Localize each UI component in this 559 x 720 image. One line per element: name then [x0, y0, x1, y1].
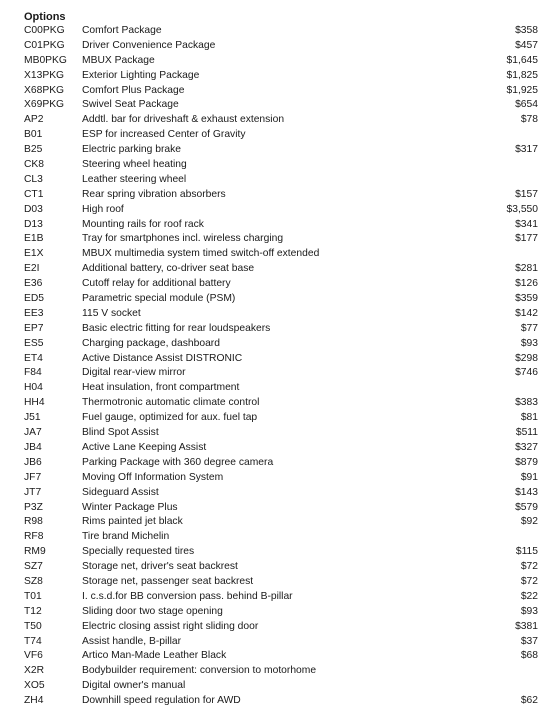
option-code: HH4: [24, 397, 45, 409]
option-description: Comfort Package: [82, 25, 162, 36]
option-row: [24, 635, 538, 650]
option-row: [24, 501, 538, 516]
option-description: Artico Man-Made Leather Black: [82, 650, 227, 662]
option-code: E36: [24, 278, 43, 290]
option-row: [24, 143, 538, 158]
option-price: $68: [520, 650, 538, 662]
option-price: $359: [515, 293, 538, 305]
option-code: EP7: [24, 322, 44, 334]
option-price: $72: [520, 575, 538, 587]
option-code: SZ8: [24, 575, 43, 587]
option-code: JT7: [24, 486, 42, 498]
option-price: $298: [515, 352, 538, 364]
option-price: $341: [515, 218, 538, 230]
option-price: $879: [515, 456, 538, 468]
option-row: [24, 426, 538, 441]
option-row: [24, 664, 538, 679]
option-price: $93: [520, 605, 538, 617]
option-price: $383: [515, 397, 538, 409]
option-code: C01PKG: [24, 39, 65, 51]
option-description: Thermotronic automatic climate control: [82, 397, 260, 409]
option-row: [24, 277, 538, 292]
option-row: [24, 366, 538, 381]
option-row: [24, 679, 538, 694]
option-description: Mounting rails for roof rack: [82, 218, 204, 230]
option-price: $143: [515, 486, 538, 498]
option-description: Storage net, driver's seat backrest: [82, 561, 238, 573]
option-price: $142: [515, 307, 538, 319]
option-description: Active Lane Keeping Assist: [82, 441, 207, 453]
option-description: Cutoff relay for additional battery: [82, 278, 231, 290]
option-description: Digital owner's manual: [82, 680, 186, 692]
option-price: $579: [515, 501, 538, 513]
option-code: T12: [24, 605, 42, 617]
option-row: [24, 84, 538, 99]
option-code: D03: [24, 203, 43, 215]
option-row: [24, 471, 538, 486]
option-code: CL3: [24, 173, 43, 185]
option-code: B01: [24, 129, 43, 141]
option-description: Rims painted jet black: [82, 516, 183, 528]
option-row: [24, 158, 538, 173]
option-price: $511: [515, 427, 538, 439]
option-code: H04: [24, 382, 43, 394]
option-price: $92: [520, 516, 538, 528]
option-description: Tray for smartphones incl. wireless charging: [82, 233, 284, 245]
option-row: [24, 69, 538, 84]
option-row: [24, 173, 538, 188]
options-sheet: [24, 10, 538, 709]
option-code: ES5: [24, 337, 44, 349]
option-description: Rear spring vibration absorbers: [82, 188, 226, 200]
option-row: [24, 441, 538, 456]
option-code: VF6: [24, 650, 43, 662]
option-description: Comfort Plus Package: [82, 84, 185, 96]
option-row: [24, 188, 538, 203]
option-code: F84: [24, 367, 42, 379]
option-code: ET4: [24, 352, 43, 364]
option-description: Active Distance Assist DISTRONIC: [82, 352, 243, 364]
option-price: $746: [515, 367, 538, 379]
option-code: X2R: [24, 665, 45, 677]
option-price: $77: [520, 322, 538, 334]
option-description: Sideguard Assist: [82, 486, 159, 498]
option-price: $72: [520, 561, 538, 573]
option-description: Bodybuilder requirement: conversion to motorhome: [82, 665, 317, 677]
option-code: RM9: [24, 546, 46, 558]
option-price: $457: [515, 39, 538, 51]
option-code: R98: [24, 516, 43, 528]
option-code: CK8: [24, 159, 45, 171]
option-price: $3,550: [506, 203, 538, 215]
option-row: [24, 575, 538, 590]
option-row: [24, 24, 538, 39]
option-price: $1,645: [506, 54, 538, 66]
option-row: [24, 203, 538, 218]
option-code: JB6: [24, 456, 42, 468]
option-row: [24, 694, 538, 709]
option-row: [24, 307, 538, 322]
option-price: $654: [515, 99, 538, 111]
option-row: [24, 322, 538, 337]
option-code: E1B: [24, 233, 44, 245]
option-code: RF8: [24, 531, 44, 543]
option-price: $317: [515, 144, 538, 156]
option-row: [24, 411, 538, 426]
option-code: E2I: [24, 263, 40, 275]
option-code: ZH4: [24, 695, 44, 707]
option-code: CT1: [24, 188, 44, 200]
option-code: JF7: [24, 471, 42, 483]
option-price: $93: [520, 337, 538, 349]
option-row: [24, 247, 538, 262]
option-row: [24, 590, 538, 605]
option-code: P3Z: [24, 501, 43, 513]
option-price: $381: [515, 620, 538, 632]
option-row: [24, 337, 538, 352]
option-code: JB4: [24, 441, 42, 453]
option-price: $91: [520, 471, 538, 483]
option-description: MBUX Package: [82, 54, 155, 66]
option-code: E1X: [24, 248, 44, 260]
option-description: 115 V socket: [82, 307, 141, 319]
option-price: $1,925: [506, 84, 538, 96]
option-description: Driver Convenience Package: [82, 39, 216, 51]
option-price: $115: [515, 546, 538, 558]
option-code: MB0PKG: [24, 54, 67, 66]
option-description: ESP for increased Center of Gravity: [82, 129, 246, 141]
option-code: B25: [24, 144, 43, 156]
option-description: Winter Package Plus: [82, 501, 178, 513]
option-price: $78: [520, 114, 538, 126]
option-description: Leather steering wheel: [82, 173, 187, 185]
option-row: [24, 292, 538, 307]
option-price: $177: [515, 233, 538, 245]
option-row: [24, 381, 538, 396]
option-description: Addtl. bar for driveshaft & exhaust extension: [82, 114, 285, 126]
option-description: Basic electric fitting for rear loudspeakers: [82, 322, 271, 334]
option-code: XO5: [24, 680, 45, 692]
options-heading: Options: [24, 11, 66, 23]
option-code: EE3: [24, 307, 44, 319]
option-description: Storage net, passenger seat backrest: [82, 575, 254, 587]
option-price: $1,825: [506, 69, 538, 81]
option-description: Parking Package with 360 degree camera: [82, 456, 274, 468]
option-row: [24, 98, 538, 113]
option-row: [24, 560, 538, 575]
option-price: $358: [515, 25, 538, 36]
option-price: $81: [520, 412, 538, 424]
option-description: Downhill speed regulation for AWD: [82, 695, 241, 707]
option-row: [24, 128, 538, 143]
option-description: Parametric special module (PSM): [82, 293, 236, 305]
option-description: Electric closing assist right sliding door: [82, 620, 259, 632]
option-code: AP2: [24, 114, 44, 126]
option-price: $62: [520, 695, 538, 707]
option-row: [24, 396, 538, 411]
option-row: [24, 218, 538, 233]
option-description: Additional battery, co-driver seat base: [82, 263, 255, 275]
option-row: [24, 39, 538, 54]
option-code: T01: [24, 590, 42, 602]
option-description: Swivel Seat Package: [82, 99, 179, 111]
option-price: $37: [520, 635, 538, 647]
option-price: $126: [515, 278, 538, 290]
option-description: Steering wheel heating: [82, 159, 187, 171]
option-code: SZ7: [24, 561, 43, 573]
option-code: X13PKG: [24, 69, 65, 81]
option-row: [24, 456, 538, 471]
option-row: [24, 530, 538, 545]
option-price: $22: [520, 590, 538, 602]
option-code: T50: [24, 620, 42, 632]
option-row: [24, 352, 538, 367]
option-code: D13: [24, 218, 43, 230]
option-row: [24, 113, 538, 128]
option-code: T74: [24, 635, 42, 647]
option-description: Assist handle, B-pillar: [82, 635, 182, 647]
option-description: Tire brand Michelin: [82, 531, 170, 543]
option-row: [24, 620, 538, 635]
option-description: MBUX multimedia system timed switch-off extended: [82, 248, 320, 260]
option-price: $157: [515, 188, 538, 200]
option-price: $327: [515, 441, 538, 453]
option-description: Charging package, dashboard: [82, 337, 220, 349]
option-row: [24, 54, 538, 69]
option-description: Digital rear-view mirror: [82, 367, 186, 379]
option-code: X69PKG: [24, 99, 65, 111]
option-description: I. c.s.d.for BB conversion pass. behind B-pillar: [82, 590, 293, 602]
option-code: J51: [24, 412, 41, 424]
option-description: Blind Spot Assist: [82, 427, 159, 439]
option-code: ED5: [24, 293, 45, 305]
option-row: [24, 545, 538, 560]
option-row: [24, 515, 538, 530]
option-description: Sliding door two stage opening: [82, 605, 223, 617]
option-row: [24, 649, 538, 664]
option-description: Moving Off Information System: [82, 471, 224, 483]
option-description: Specially requested tires: [82, 546, 195, 558]
option-description: Electric parking brake: [82, 144, 182, 156]
option-row: [24, 262, 538, 277]
option-price: $281: [515, 263, 538, 275]
option-row: [24, 232, 538, 247]
option-code: C00PKG: [24, 25, 65, 36]
option-description: Exterior Lighting Package: [82, 69, 200, 81]
option-description: Fuel gauge, optimized for aux. fuel tap: [82, 412, 258, 424]
option-code: X68PKG: [24, 84, 65, 96]
option-description: High roof: [82, 203, 124, 215]
option-row: [24, 486, 538, 501]
options-list: [24, 24, 538, 709]
option-row: [24, 605, 538, 620]
option-code: JA7: [24, 427, 42, 439]
option-description: Heat insulation, front compartment: [82, 382, 240, 394]
